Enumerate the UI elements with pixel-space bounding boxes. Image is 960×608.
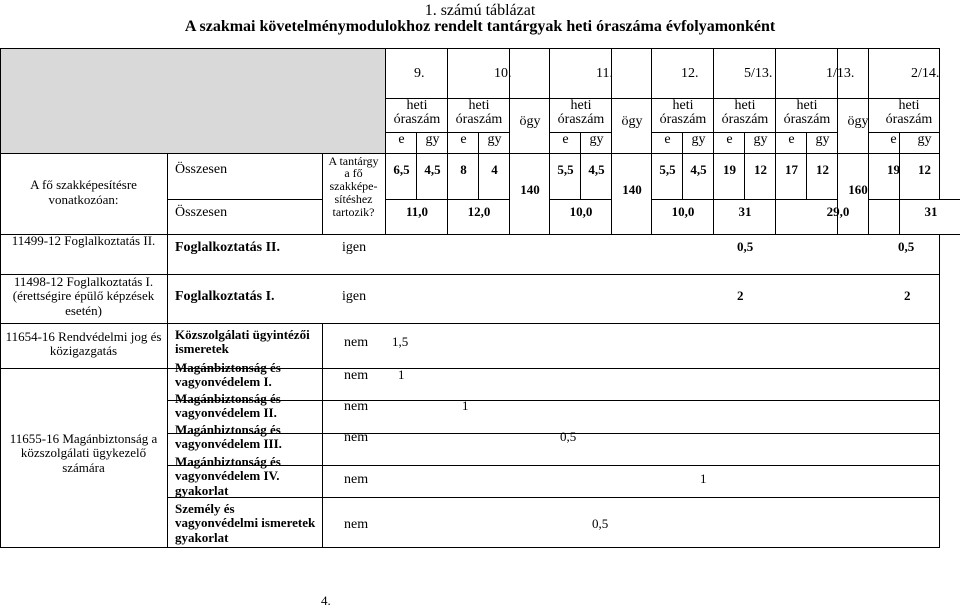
oraszam-label: óraszám bbox=[557, 112, 605, 127]
main-subject-question: szakképe- bbox=[329, 179, 378, 193]
subject-name: Közszolgálati ügyintézői ismeretek bbox=[175, 327, 310, 357]
module-name: 11655-16 Magánbiztonság a közszolgálati ügykezelő számára bbox=[9, 431, 158, 475]
total-value: 19 bbox=[723, 162, 736, 177]
ogy-label: ögy bbox=[847, 114, 869, 129]
subject-name: Foglalkoztatás II. bbox=[175, 240, 280, 255]
belongs-value: nem bbox=[344, 430, 369, 445]
gy-label: gy bbox=[815, 132, 830, 147]
heti-label: heti bbox=[406, 98, 428, 113]
belongs-value: nem bbox=[344, 399, 369, 414]
ogy-total: 140 bbox=[520, 182, 540, 197]
subject-name: Személy és vagyonvédelmi ismeretek gyakorlat bbox=[175, 501, 316, 545]
total-value: 4,5 bbox=[424, 162, 441, 177]
module-name: 11498-12 Foglalkoztatás I. (érettségire épülő képzések esetén) bbox=[12, 274, 155, 318]
total-value: 17 bbox=[785, 162, 798, 177]
ogy-total: 160 bbox=[848, 182, 868, 197]
total-value: 5,5 bbox=[557, 162, 574, 177]
total-label: Összesen bbox=[175, 162, 228, 177]
main-qual-label: vonatkozóan: bbox=[48, 192, 119, 207]
subject-name: Magánbiztonság és vagyonvédelem I. bbox=[175, 360, 281, 390]
module-name: 11499-12 Foglalkoztatás II. bbox=[11, 233, 156, 248]
total-sum: 12,0 bbox=[467, 204, 491, 219]
total-label: Összesen bbox=[175, 205, 228, 220]
total-value: 12 bbox=[754, 162, 767, 177]
total-sum: 31 bbox=[738, 204, 752, 219]
total-value: 6,5 bbox=[393, 162, 410, 177]
belongs-value: nem bbox=[344, 517, 369, 532]
grade-9: 9. bbox=[414, 66, 425, 81]
oraszam-label: óraszám bbox=[721, 112, 769, 127]
gy-label: gy bbox=[487, 132, 502, 147]
ogy-total: 140 bbox=[622, 182, 642, 197]
subject-name: Magánbiztonság és vagyonvédelem IV. gyakorlat bbox=[175, 454, 281, 498]
hour-value: 1 bbox=[700, 471, 707, 486]
grade-1-13: 1/13. bbox=[826, 66, 855, 81]
main-qual-label: A fő szakképesítésre bbox=[30, 177, 137, 192]
hour-value: 0,5 bbox=[898, 239, 915, 254]
gy-label: gy bbox=[425, 132, 440, 147]
main-subject-question: tartozik? bbox=[332, 205, 375, 219]
gy-label: gy bbox=[753, 132, 768, 147]
oraszam-label: óraszám bbox=[885, 112, 933, 127]
main-subject-question: a fő bbox=[344, 166, 363, 180]
oraszam-label: óraszám bbox=[393, 112, 441, 127]
grade-12: 12. bbox=[681, 66, 699, 81]
belongs-value: nem bbox=[344, 335, 369, 350]
total-sum: 10,0 bbox=[671, 204, 695, 219]
heti-label: heti bbox=[734, 98, 756, 113]
hour-value: 1 bbox=[398, 367, 405, 382]
subject-name: Foglalkoztatás I. bbox=[175, 289, 275, 304]
e-label: e bbox=[562, 132, 569, 147]
total-value: 19 bbox=[887, 162, 900, 177]
subject-name: Magánbiztonság és vagyonvédelem III. bbox=[175, 422, 282, 452]
total-value: 12 bbox=[918, 162, 931, 177]
e-label: e bbox=[398, 132, 405, 147]
heti-label: heti bbox=[570, 98, 592, 113]
gy-label: gy bbox=[589, 132, 604, 147]
total-sum: 11,0 bbox=[405, 204, 429, 219]
hour-value: 1 bbox=[462, 398, 469, 413]
total-value: 8 bbox=[460, 162, 467, 177]
heti-label: heti bbox=[796, 98, 818, 113]
grade-10: 10. bbox=[494, 66, 512, 81]
belongs-value: nem bbox=[344, 368, 369, 383]
grade-11: 11. bbox=[596, 66, 613, 81]
grade-2-14: 2/14. bbox=[911, 66, 940, 81]
total-value: 4 bbox=[491, 162, 498, 177]
oraszam-label: óraszám bbox=[783, 112, 831, 127]
page-number: 4. bbox=[321, 593, 331, 608]
hour-value: 0,5 bbox=[560, 429, 577, 444]
total-sum: 10,0 bbox=[569, 204, 593, 219]
e-label: e bbox=[788, 132, 795, 147]
main-subject-question: sítéshez bbox=[334, 192, 373, 206]
subject-name: Magánbiztonság és vagyonvédelem II. bbox=[175, 391, 281, 421]
total-sum: 29,0 bbox=[826, 204, 850, 219]
gy-label: gy bbox=[691, 132, 706, 147]
gy-label: gy bbox=[917, 132, 932, 147]
belongs-value: igen bbox=[342, 289, 367, 304]
e-label: e bbox=[460, 132, 467, 147]
e-label: e bbox=[890, 132, 897, 147]
heti-label: heti bbox=[468, 98, 490, 113]
belongs-value: igen bbox=[342, 240, 367, 255]
oraszam-label: óraszám bbox=[659, 112, 707, 127]
ogy-label: ögy bbox=[621, 114, 643, 129]
belongs-value: nem bbox=[344, 472, 369, 487]
e-label: e bbox=[664, 132, 671, 147]
ogy-label: ögy bbox=[519, 114, 541, 129]
hour-value: 0,5 bbox=[737, 239, 754, 254]
hour-value: 0,5 bbox=[592, 516, 609, 531]
hour-value: 2 bbox=[904, 288, 911, 303]
total-sum: 31 bbox=[924, 204, 938, 219]
main-subject-question: A tantárgy bbox=[328, 154, 379, 168]
heti-label: heti bbox=[898, 98, 920, 113]
hour-value: 1,5 bbox=[392, 334, 409, 349]
total-value: 4,5 bbox=[690, 162, 707, 177]
table-title: A szakmai követelménymodulokhoz rendelt tantárgyak heti óraszáma évfolyamonként bbox=[184, 18, 776, 35]
oraszam-label: óraszám bbox=[455, 112, 503, 127]
total-value: 12 bbox=[816, 162, 829, 177]
heti-label: heti bbox=[672, 98, 694, 113]
total-value: 4,5 bbox=[588, 162, 605, 177]
module-name: 11654-16 Rendvédelmi jog és közigazgatás bbox=[5, 329, 162, 359]
e-label: e bbox=[726, 132, 733, 147]
grade-5-13: 5/13. bbox=[744, 66, 773, 81]
total-value: 5,5 bbox=[659, 162, 676, 177]
hour-value: 2 bbox=[737, 288, 744, 303]
table-number: 1. számú táblázat bbox=[424, 2, 536, 19]
